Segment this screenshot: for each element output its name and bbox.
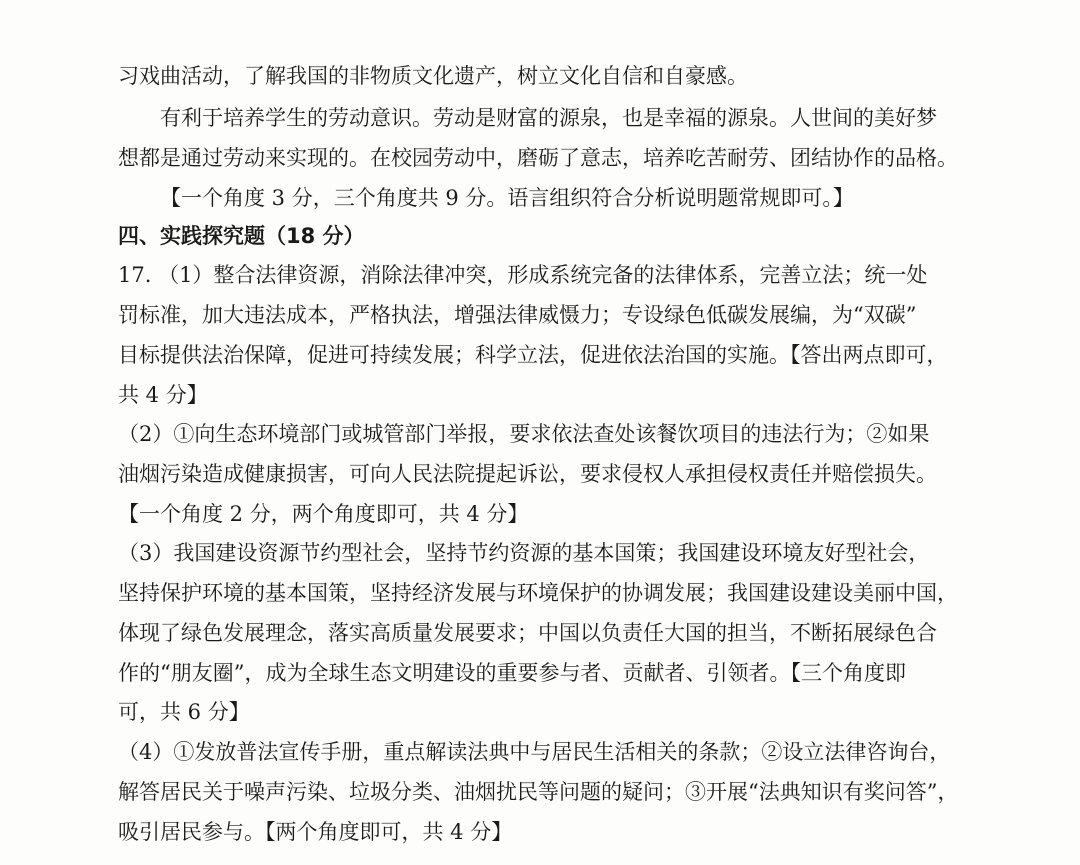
scoring-note: 【一个角度 3 分，三个角度共 9 分。语言组织符合分析说明题常规即可。】 <box>160 186 854 210</box>
scoring-note: 【一个角度 2 分，两个角度即可，共 4 分】 <box>118 502 529 526</box>
text-line: 油烟污染造成健康损害，可向人民法院提起诉讼，要求侵权人承担侵权责任并赔偿损失。 <box>118 462 937 486</box>
text-line: 目标提供法治保障，促进可持续发展；科学立法，促进依法治国的实施。【答出两点即可， <box>118 343 948 367</box>
text-line: （4）①发放普法宣传手册，重点解读法典中与居民生活相关的条款；②设立法律咨询台， <box>118 740 951 764</box>
text-line: 想都是通过劳动来实现的。在校园劳动中，磨砺了意志，培养吃苦耐劳、团结协作的品格。 <box>118 146 958 170</box>
scoring-note: 共 4 分】 <box>118 383 208 407</box>
text-line: 17. （1）整合法律资源，消除法律冲突，形成系统完备的法律体系，完善立法；统一处 <box>118 263 928 287</box>
text-line: 解答居民关于噪声污染、垃圾分类、油烟扰民等问题的疑问；③开展“法典知识有奖问答”， <box>118 780 959 804</box>
scoring-note: 可，共 6 分】 <box>118 700 250 724</box>
text-line: （2）①向生态环境部门或城管部门举报，要求依法查处该餐饮项目的违法行为；②如果 <box>118 422 930 446</box>
section-heading: 四、实践探究题（18 分） <box>118 224 365 248</box>
text-line: （3）我国建设资源节约型社会，坚持节约资源的基本国策；我国建设环境友好型社会， <box>118 541 930 565</box>
text-line: 作的“朋友圈”，成为全球生态文明建设的重要参与者、贡献者、引领者。【三个角度即 <box>118 661 906 685</box>
text-line: 习戏曲活动，了解我国的非物质文化遗产，树立文化自信和自豪感。 <box>118 64 748 88</box>
text-line: 有利于培养学生的劳动意识。劳动是财富的源泉，也是幸福的源泉。人世间的美好梦 <box>160 106 937 130</box>
text-line: 罚标准，加大违法成本，严格执法，增强法律威慑力；专设绿色低碳发展编，为“双碳” <box>118 303 917 327</box>
text-line: 体现了绿色发展理念，落实高质量发展要求；中国以负责任大国的担当，不断拓展绿色合 <box>118 621 937 645</box>
text-line: 吸引居民参与。【两个角度即可，共 4 分】 <box>118 820 513 844</box>
text-line: 坚持保护环境的基本国策，坚持经济发展与环境保护的协调发展；我国建设建设美丽中国， <box>118 581 958 605</box>
